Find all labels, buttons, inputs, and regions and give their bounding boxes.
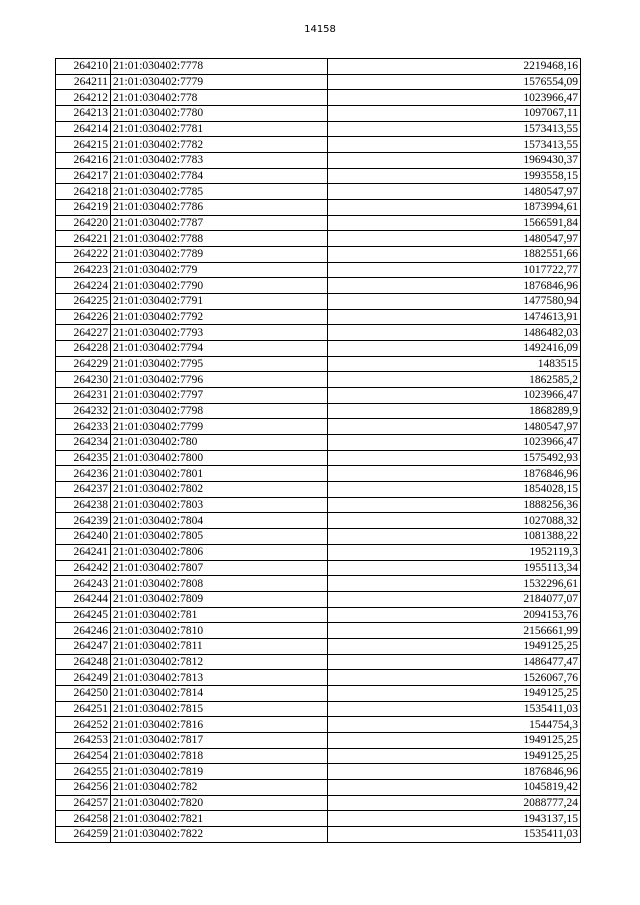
row-number-cell: 264255 — [56, 764, 111, 780]
value-cell: 1888256,36 — [328, 497, 581, 513]
table-row — [56, 544, 581, 560]
value-cell: 1535411,03 — [328, 701, 581, 717]
cadastral-number-cell: 21:01:030402:7817 — [111, 732, 328, 748]
row-number-cell: 264226 — [56, 309, 111, 325]
row-number-cell: 264238 — [56, 497, 111, 513]
row-number-cell: 264254 — [56, 748, 111, 764]
table-row — [56, 591, 581, 607]
cadastral-number-cell: 21:01:030402:7803 — [111, 497, 328, 513]
value-cell: 1023966,47 — [328, 435, 581, 451]
value-cell: 1943137,15 — [328, 811, 581, 827]
row-number-cell: 264247 — [56, 638, 111, 654]
table-row — [56, 701, 581, 717]
value-cell: 1949125,25 — [328, 685, 581, 701]
value-cell: 1573413,55 — [328, 121, 581, 137]
cadastral-number-cell: 21:01:030402:7819 — [111, 764, 328, 780]
row-number-cell: 264248 — [56, 654, 111, 670]
table-row — [56, 74, 581, 90]
row-number-cell: 264245 — [56, 607, 111, 623]
cadastral-number-cell: 21:01:030402:7814 — [111, 685, 328, 701]
table-row — [56, 137, 581, 153]
value-cell: 1566591,84 — [328, 215, 581, 231]
table-row — [56, 795, 581, 811]
row-number-cell: 264241 — [56, 544, 111, 560]
row-number-cell: 264216 — [56, 153, 111, 169]
table-row — [56, 497, 581, 513]
value-cell: 1486477,47 — [328, 654, 581, 670]
cadastral-number-cell: 21:01:030402:7801 — [111, 466, 328, 482]
row-number-cell: 264234 — [56, 435, 111, 451]
table-row — [56, 153, 581, 169]
value-cell: 1045819,42 — [328, 779, 581, 795]
row-number-cell: 264225 — [56, 294, 111, 310]
table-row — [56, 325, 581, 341]
value-cell: 1868289,9 — [328, 403, 581, 419]
table-row — [56, 184, 581, 200]
table-row — [56, 654, 581, 670]
cadastral-number-cell: 21:01:030402:7822 — [111, 826, 328, 842]
cadastral-number-cell: 21:01:030402:7783 — [111, 153, 328, 169]
value-cell: 1949125,25 — [328, 638, 581, 654]
table-row — [56, 168, 581, 184]
value-cell: 1097067,11 — [328, 106, 581, 122]
value-cell: 1483515 — [328, 356, 581, 372]
cadastral-number-cell: 21:01:030402:7793 — [111, 325, 328, 341]
table-row — [56, 529, 581, 545]
cadastral-number-cell: 21:01:030402:7809 — [111, 591, 328, 607]
table-row — [56, 732, 581, 748]
table-row — [56, 90, 581, 106]
value-cell: 1474613,91 — [328, 309, 581, 325]
value-cell: 1969430,37 — [328, 153, 581, 169]
value-cell: 1952119,3 — [328, 544, 581, 560]
row-number-cell: 264219 — [56, 200, 111, 216]
table-row — [56, 121, 581, 137]
value-cell: 1876846,96 — [328, 466, 581, 482]
cadastral-number-cell: 21:01:030402:7782 — [111, 137, 328, 153]
row-number-cell: 264242 — [56, 560, 111, 576]
value-cell: 1544754,3 — [328, 717, 581, 733]
value-cell: 1017722,77 — [328, 262, 581, 278]
value-cell: 1480547,97 — [328, 419, 581, 435]
table-row — [56, 607, 581, 623]
table-row — [56, 403, 581, 419]
row-number-cell: 264233 — [56, 419, 111, 435]
table-row — [56, 356, 581, 372]
value-cell: 1876846,96 — [328, 764, 581, 780]
cadastral-number-cell: 21:01:030402:781 — [111, 607, 328, 623]
table-row — [56, 372, 581, 388]
value-cell: 1993558,15 — [328, 168, 581, 184]
value-cell: 1480547,97 — [328, 231, 581, 247]
value-cell: 1949125,25 — [328, 732, 581, 748]
cadastral-number-cell: 21:01:030402:7790 — [111, 278, 328, 294]
value-cell: 1575492,93 — [328, 450, 581, 466]
row-number-cell: 264222 — [56, 247, 111, 263]
value-cell: 1532296,61 — [328, 576, 581, 592]
cadastral-number-cell: 21:01:030402:7787 — [111, 215, 328, 231]
cadastral-number-cell: 21:01:030402:7816 — [111, 717, 328, 733]
row-number-cell: 264218 — [56, 184, 111, 200]
cadastral-number-cell: 21:01:030402:7821 — [111, 811, 328, 827]
table-row — [56, 826, 581, 842]
table-row — [56, 685, 581, 701]
cadastral-number-cell: 21:01:030402:7780 — [111, 106, 328, 122]
cadastral-number-cell: 21:01:030402:7789 — [111, 247, 328, 263]
cadastral-number-cell: 21:01:030402:7781 — [111, 121, 328, 137]
cadastral-number-cell: 21:01:030402:7778 — [111, 59, 328, 75]
row-number-cell: 264236 — [56, 466, 111, 482]
value-cell: 2156661,99 — [328, 623, 581, 639]
table-row — [56, 435, 581, 451]
cadastral-number-cell: 21:01:030402:7818 — [111, 748, 328, 764]
table-row — [56, 670, 581, 686]
value-cell: 2184077,07 — [328, 591, 581, 607]
cadastral-number-cell: 21:01:030402:7800 — [111, 450, 328, 466]
row-number-cell: 264231 — [56, 388, 111, 404]
table-row — [56, 748, 581, 764]
value-cell: 1535411,03 — [328, 826, 581, 842]
row-number-cell: 264250 — [56, 685, 111, 701]
cadastral-number-cell: 21:01:030402:7785 — [111, 184, 328, 200]
value-cell: 1027088,32 — [328, 513, 581, 529]
table-row — [56, 419, 581, 435]
value-cell: 1023966,47 — [328, 388, 581, 404]
row-number-cell: 264239 — [56, 513, 111, 529]
value-cell: 2219468,16 — [328, 59, 581, 75]
cadastral-number-cell: 21:01:030402:7788 — [111, 231, 328, 247]
row-number-cell: 264235 — [56, 450, 111, 466]
cadastral-number-cell: 21:01:030402:7807 — [111, 560, 328, 576]
value-cell: 2094153,76 — [328, 607, 581, 623]
row-number-cell: 264243 — [56, 576, 111, 592]
row-number-cell: 264259 — [56, 826, 111, 842]
cadastral-number-cell: 21:01:030402:7806 — [111, 544, 328, 560]
table-row — [56, 513, 581, 529]
table-row — [56, 294, 581, 310]
value-cell: 2088777,24 — [328, 795, 581, 811]
row-number-cell: 264249 — [56, 670, 111, 686]
cadastral-number-cell: 21:01:030402:7802 — [111, 482, 328, 498]
table-row — [56, 59, 581, 75]
table-row — [56, 811, 581, 827]
cadastral-number-cell: 21:01:030402:7794 — [111, 341, 328, 357]
table-row — [56, 341, 581, 357]
table-row — [56, 779, 581, 795]
value-cell: 1573413,55 — [328, 137, 581, 153]
table-row — [56, 215, 581, 231]
page-number: 14158 — [304, 24, 336, 35]
data-table — [55, 58, 581, 843]
cadastral-number-cell: 21:01:030402:7810 — [111, 623, 328, 639]
table-row — [56, 623, 581, 639]
table-body — [56, 59, 581, 843]
cadastral-number-cell: 21:01:030402:779 — [111, 262, 328, 278]
row-number-cell: 264251 — [56, 701, 111, 717]
table-row — [56, 450, 581, 466]
cadastral-number-cell: 21:01:030402:7804 — [111, 513, 328, 529]
value-cell: 1854028,15 — [328, 482, 581, 498]
row-number-cell: 264232 — [56, 403, 111, 419]
cadastral-number-cell: 21:01:030402:7811 — [111, 638, 328, 654]
row-number-cell: 264252 — [56, 717, 111, 733]
row-number-cell: 264240 — [56, 529, 111, 545]
value-cell: 1876846,96 — [328, 278, 581, 294]
table-row — [56, 309, 581, 325]
cadastral-number-cell: 21:01:030402:7786 — [111, 200, 328, 216]
table-row — [56, 278, 581, 294]
row-number-cell: 264244 — [56, 591, 111, 607]
value-cell: 1873994,61 — [328, 200, 581, 216]
value-cell: 1477580,94 — [328, 294, 581, 310]
cadastral-number-cell: 21:01:030402:780 — [111, 435, 328, 451]
row-number-cell: 264228 — [56, 341, 111, 357]
table-row — [56, 200, 581, 216]
row-number-cell: 264220 — [56, 215, 111, 231]
cadastral-number-cell: 21:01:030402:7815 — [111, 701, 328, 717]
row-number-cell: 264224 — [56, 278, 111, 294]
row-number-cell: 264258 — [56, 811, 111, 827]
table-row — [56, 638, 581, 654]
value-cell: 1081388,22 — [328, 529, 581, 545]
table-row — [56, 560, 581, 576]
value-cell: 1486482,03 — [328, 325, 581, 341]
row-number-cell: 264230 — [56, 372, 111, 388]
cadastral-number-cell: 21:01:030402:7805 — [111, 529, 328, 545]
table-row — [56, 106, 581, 122]
cadastral-number-cell: 21:01:030402:778 — [111, 90, 328, 106]
value-cell: 1526067,76 — [328, 670, 581, 686]
cadastral-number-cell: 21:01:030402:7784 — [111, 168, 328, 184]
row-number-cell: 264253 — [56, 732, 111, 748]
row-number-cell: 264223 — [56, 262, 111, 278]
row-number-cell: 264217 — [56, 168, 111, 184]
row-number-cell: 264246 — [56, 623, 111, 639]
table-row — [56, 262, 581, 278]
cadastral-number-cell: 21:01:030402:782 — [111, 779, 328, 795]
value-cell: 1882551,66 — [328, 247, 581, 263]
cadastral-number-cell: 21:01:030402:7808 — [111, 576, 328, 592]
cadastral-number-cell: 21:01:030402:7798 — [111, 403, 328, 419]
row-number-cell: 264256 — [56, 779, 111, 795]
row-number-cell: 264221 — [56, 231, 111, 247]
row-number-cell: 264212 — [56, 90, 111, 106]
row-number-cell: 264229 — [56, 356, 111, 372]
table-row — [56, 388, 581, 404]
table-row — [56, 482, 581, 498]
table-row — [56, 764, 581, 780]
cadastral-number-cell: 21:01:030402:7797 — [111, 388, 328, 404]
cadastral-number-cell: 21:01:030402:7792 — [111, 309, 328, 325]
row-number-cell: 264210 — [56, 59, 111, 75]
cadastral-number-cell: 21:01:030402:7796 — [111, 372, 328, 388]
value-cell: 1492416,09 — [328, 341, 581, 357]
row-number-cell: 264257 — [56, 795, 111, 811]
row-number-cell: 264215 — [56, 137, 111, 153]
value-cell: 1023966,47 — [328, 90, 581, 106]
row-number-cell: 264237 — [56, 482, 111, 498]
cadastral-number-cell: 21:01:030402:7812 — [111, 654, 328, 670]
value-cell: 1576554,09 — [328, 74, 581, 90]
table-row — [56, 576, 581, 592]
table-row — [56, 247, 581, 263]
row-number-cell: 264214 — [56, 121, 111, 137]
cadastral-number-cell: 21:01:030402:7795 — [111, 356, 328, 372]
cadastral-number-cell: 21:01:030402:7791 — [111, 294, 328, 310]
row-number-cell: 264213 — [56, 106, 111, 122]
value-cell: 1480547,97 — [328, 184, 581, 200]
value-cell: 1955113,34 — [328, 560, 581, 576]
cadastral-number-cell: 21:01:030402:7813 — [111, 670, 328, 686]
row-number-cell: 264227 — [56, 325, 111, 341]
value-cell: 1862585,2 — [328, 372, 581, 388]
row-number-cell: 264211 — [56, 74, 111, 90]
table-row — [56, 466, 581, 482]
cadastral-number-cell: 21:01:030402:7820 — [111, 795, 328, 811]
cadastral-number-cell: 21:01:030402:7779 — [111, 74, 328, 90]
table-row — [56, 717, 581, 733]
value-cell: 1949125,25 — [328, 748, 581, 764]
cadastral-number-cell: 21:01:030402:7799 — [111, 419, 328, 435]
table-row — [56, 231, 581, 247]
